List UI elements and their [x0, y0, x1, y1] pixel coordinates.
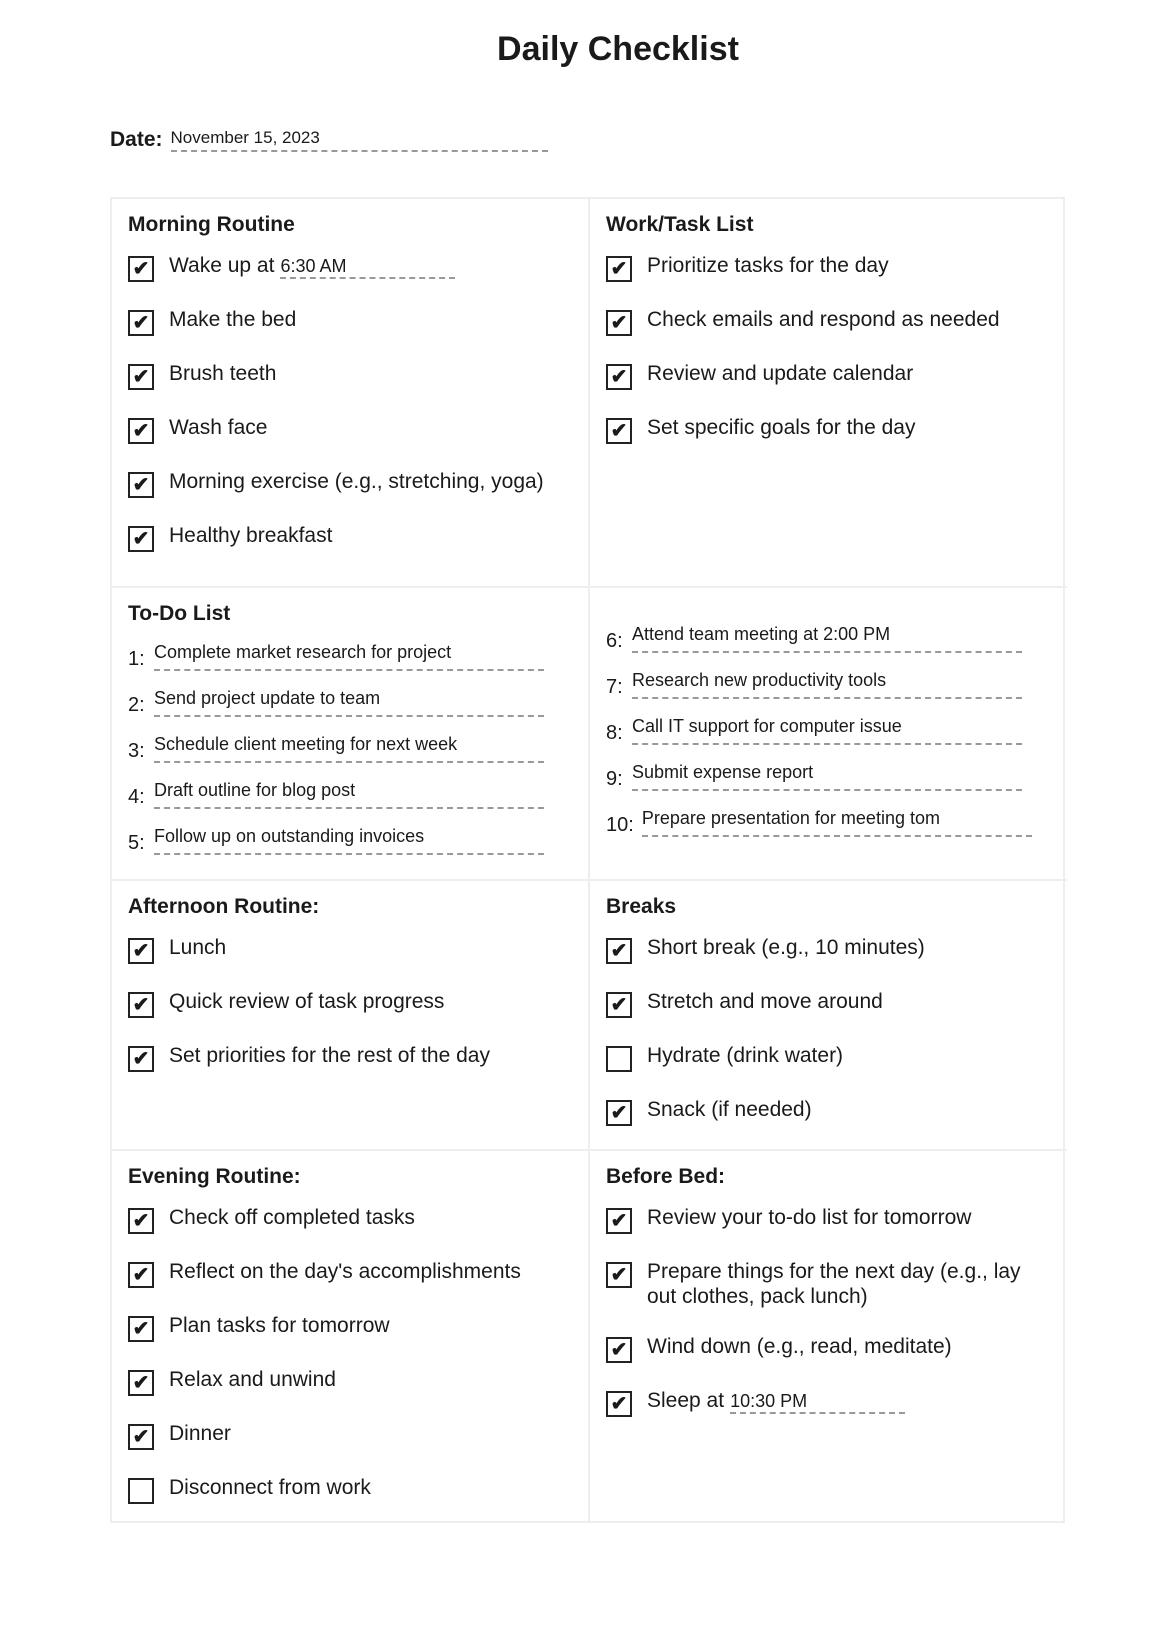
todo-field[interactable]: Attend team meeting at 2:00 PM [632, 624, 1022, 653]
todo-item [606, 670, 1051, 699]
section-morning-routine [112, 199, 590, 588]
item-text: Prepare things for the next day (e.g., lay out clothes, pack lunch) [647, 1260, 1021, 1308]
section-heading: Morning Routine [128, 213, 295, 236]
checked-checkbox-icon[interactable]: ✔ [606, 1262, 632, 1288]
checked-checkbox-icon[interactable]: ✔ [128, 1424, 154, 1450]
checked-checkbox-icon[interactable]: ✔ [128, 1370, 154, 1396]
todo-item [606, 808, 1051, 837]
todo-item [128, 642, 572, 671]
checklist-item[interactable] [606, 307, 1051, 336]
item-text: Wash face [169, 416, 268, 439]
item-text: Review your to-do list for tomorrow [647, 1206, 972, 1229]
item-text: Review and update calendar [647, 362, 914, 385]
section-to-do-list [112, 588, 590, 881]
todo-field[interactable]: Submit expense report [632, 762, 1022, 791]
checked-checkbox-icon[interactable]: ✔ [128, 992, 154, 1018]
todo-number: 7: [606, 676, 623, 698]
checklist-item[interactable] [128, 1421, 572, 1450]
section-afternoon-routine [112, 881, 590, 1151]
date-row [110, 128, 548, 152]
section-heading: Breaks [606, 895, 677, 918]
todo-number: 6: [606, 630, 623, 652]
checklist-item[interactable] [606, 361, 1051, 390]
todo-item [128, 780, 572, 809]
checklist-item[interactable] [128, 523, 572, 552]
todo-number: 1: [128, 648, 145, 670]
checked-checkbox-icon[interactable]: ✔ [128, 938, 154, 964]
checklist-item[interactable] [128, 469, 572, 498]
todo-item [606, 624, 1051, 653]
checklist-item[interactable] [128, 1259, 572, 1288]
item-label [169, 1043, 490, 1068]
item-label [647, 1097, 812, 1122]
item-text: Set specific goals for the day [647, 416, 916, 439]
item-text: Wind down (e.g., read, meditate) [647, 1335, 952, 1358]
item-label [647, 1334, 952, 1359]
checklist-item[interactable] [128, 361, 572, 390]
todo-item [128, 826, 572, 855]
checklist-item[interactable] [128, 307, 572, 336]
checklist-item[interactable] [606, 1334, 1051, 1363]
item-text: Lunch [169, 936, 227, 959]
checklist-item[interactable] [128, 1475, 572, 1504]
item-label [647, 1205, 971, 1230]
section-heading: To-Do List [128, 602, 231, 625]
checklist-item[interactable] [128, 989, 572, 1018]
item-label [169, 1367, 336, 1392]
checked-checkbox-icon[interactable]: ✔ [606, 1100, 632, 1126]
page-title: Daily Checklist [497, 30, 739, 68]
todo-number: 2: [128, 694, 145, 716]
checklist-item[interactable] [128, 1367, 572, 1396]
todo-field[interactable]: Schedule client meeting for next week [154, 734, 544, 763]
todo-field[interactable]: Draft outline for blog post [154, 780, 544, 809]
section-work-task-list [590, 199, 1067, 588]
todo-number: 10: [606, 814, 634, 836]
item-text: Prioritize tasks for the day [647, 254, 889, 277]
item-label [169, 253, 455, 279]
checklist-item[interactable] [128, 1043, 572, 1072]
item-text: Sleep at [647, 1389, 725, 1412]
checked-checkbox-icon[interactable]: ✔ [128, 1208, 154, 1234]
checked-checkbox-icon[interactable]: ✔ [128, 1316, 154, 1342]
item-label [647, 935, 925, 960]
item-label [169, 415, 267, 440]
unchecked-checkbox-icon[interactable] [606, 1046, 632, 1072]
item-text: Make the bed [169, 308, 297, 331]
date-field[interactable]: November 15, 2023 [171, 128, 548, 152]
item-label [169, 1205, 415, 1230]
checked-checkbox-icon[interactable]: ✔ [606, 1337, 632, 1363]
checked-checkbox-icon[interactable]: ✔ [606, 1391, 632, 1417]
todo-field[interactable]: Complete market research for project [154, 642, 544, 671]
section-heading: Before Bed: [606, 1165, 726, 1188]
section-heading: Afternoon Routine: [128, 895, 320, 918]
checklist-item[interactable] [606, 1043, 1051, 1072]
checked-checkbox-icon[interactable]: ✔ [606, 992, 632, 1018]
item-label [169, 523, 332, 548]
todo-number: 9: [606, 768, 623, 790]
item-label [169, 1313, 390, 1338]
item-label [647, 1043, 843, 1068]
item-text: Morning exercise (e.g., stretching, yoga) [169, 470, 544, 493]
item-text: Hydrate (drink water) [647, 1044, 844, 1067]
section-evening-routine [112, 1151, 590, 1521]
checklist-item[interactable] [606, 1259, 1051, 1309]
todo-item [606, 762, 1051, 791]
section-breaks [590, 881, 1067, 1151]
checked-checkbox-icon[interactable]: ✔ [128, 310, 154, 336]
todo-field[interactable]: Follow up on outstanding invoices [154, 826, 544, 855]
checklist-item[interactable] [606, 415, 1051, 444]
todo-number: 4: [128, 786, 145, 808]
todo-field[interactable]: Research new productivity tools [632, 670, 1022, 699]
section-heading: Evening Routine: [128, 1165, 301, 1188]
checklist-item[interactable] [606, 1205, 1051, 1234]
item-text: Dinner [169, 1422, 231, 1445]
unchecked-checkbox-icon[interactable] [128, 1478, 154, 1504]
checked-checkbox-icon[interactable]: ✔ [606, 418, 632, 444]
item-text: Quick review of task progress [169, 990, 445, 1013]
item-text: Brush teeth [169, 362, 277, 385]
todo-item [606, 716, 1051, 745]
todo-field[interactable]: Prepare presentation for meeting tom [642, 808, 1032, 837]
checklist-item[interactable] [128, 253, 572, 282]
todo-item [128, 688, 572, 717]
item-label [647, 989, 883, 1014]
checked-checkbox-icon[interactable]: ✔ [606, 938, 632, 964]
checked-checkbox-icon[interactable]: ✔ [606, 256, 632, 282]
section-before-bed [590, 1151, 1067, 1521]
item-label [169, 935, 226, 960]
todo-item [128, 734, 572, 763]
checklist-item[interactable] [606, 253, 1051, 282]
item-label [169, 1421, 231, 1446]
checklist-grid [110, 197, 1065, 1523]
time-field[interactable]: 10:30 PM [730, 1390, 905, 1414]
item-text: Check emails and respond as needed [647, 308, 1000, 331]
checklist-item[interactable] [128, 935, 572, 964]
checklist-item[interactable] [128, 1205, 572, 1234]
checked-checkbox-icon[interactable]: ✔ [606, 310, 632, 336]
item-label [169, 307, 296, 332]
item-label [169, 361, 276, 386]
checked-checkbox-icon[interactable]: ✔ [128, 1046, 154, 1072]
item-label [647, 1259, 1051, 1309]
item-label [169, 1475, 371, 1500]
todo-number: 8: [606, 722, 623, 744]
checked-checkbox-icon[interactable]: ✔ [128, 472, 154, 498]
item-text: Snack (if needed) [647, 1098, 812, 1121]
item-text: Check off completed tasks [169, 1206, 415, 1229]
time-field[interactable]: 6:30 AM [280, 255, 455, 279]
item-label [169, 1259, 521, 1284]
item-text: Relax and unwind [169, 1368, 336, 1391]
checklist-item[interactable] [128, 415, 572, 444]
item-text: Stretch and move around [647, 990, 883, 1013]
todo-number: 3: [128, 740, 145, 762]
checked-checkbox-icon[interactable]: ✔ [128, 364, 154, 390]
item-text: Healthy breakfast [169, 524, 333, 547]
item-text: Plan tasks for tomorrow [169, 1314, 390, 1337]
todo-field[interactable]: Call IT support for computer issue [632, 716, 1022, 745]
todo-number: 5: [128, 832, 145, 854]
item-text: Disconnect from work [169, 1476, 371, 1499]
item-label [169, 469, 544, 494]
checked-checkbox-icon[interactable]: ✔ [128, 526, 154, 552]
item-text: Wake up at [169, 254, 275, 277]
checked-checkbox-icon[interactable]: ✔ [128, 256, 154, 282]
item-label [647, 361, 913, 386]
section-to-do-list-continued [590, 588, 1067, 881]
date-label: Date: [110, 128, 163, 151]
checked-checkbox-icon[interactable]: ✔ [128, 418, 154, 444]
checked-checkbox-icon[interactable]: ✔ [606, 364, 632, 390]
checklist-item[interactable] [606, 1097, 1051, 1126]
item-label [169, 989, 444, 1014]
section-heading: Work/Task List [606, 213, 754, 236]
todo-field[interactable]: Send project update to team [154, 688, 544, 717]
item-text: Set priorities for the rest of the day [169, 1044, 490, 1067]
item-label [647, 253, 889, 278]
checklist-item[interactable] [606, 1388, 1051, 1417]
checklist-item[interactable] [128, 1313, 572, 1342]
checked-checkbox-icon[interactable]: ✔ [606, 1208, 632, 1234]
checked-checkbox-icon[interactable]: ✔ [128, 1262, 154, 1288]
item-text: Short break (e.g., 10 minutes) [647, 936, 925, 959]
item-text: Reflect on the day's accomplishments [169, 1260, 521, 1283]
item-label [647, 1388, 905, 1414]
item-label [647, 307, 1000, 332]
checklist-item[interactable] [606, 935, 1051, 964]
item-label [647, 415, 915, 440]
checklist-item[interactable] [606, 989, 1051, 1018]
